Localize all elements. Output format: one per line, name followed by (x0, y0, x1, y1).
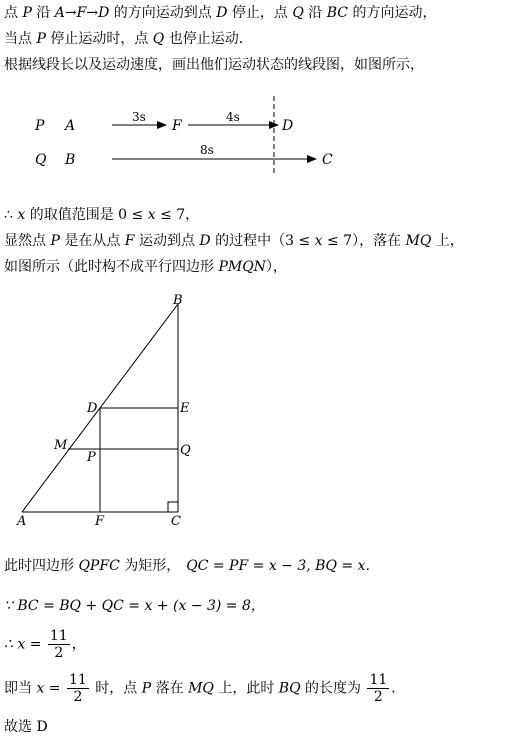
text: 是在从点 (59, 233, 125, 249)
denominator: 2 (73, 689, 83, 705)
var-x: x (314, 233, 323, 249)
label-A: A (65, 118, 76, 134)
text: 根据线段长以及运动速度，画出他们运动状态的线段图，如图所示， (4, 57, 424, 73)
var-F: F (124, 233, 135, 249)
var-BC: BC (326, 5, 348, 21)
var-PMQN: PMQN (218, 259, 266, 275)
var-D: D (199, 233, 211, 249)
path-AFD: A→F→D (54, 5, 110, 21)
text: ∴ (4, 207, 18, 223)
var-x: x (17, 207, 26, 223)
text: 运动到点 (134, 233, 200, 249)
text: 如图所示（此时构不成平行四边形 (4, 259, 219, 275)
text: ≤ 7），落在 (322, 233, 406, 249)
label-E: E (180, 401, 190, 416)
label-Q: Q (35, 152, 47, 168)
var-MQ: MQ (188, 680, 214, 697)
segment-FDE (100, 408, 178, 512)
label-F: F (172, 118, 182, 134)
text: 的方向运动到点 (109, 5, 217, 21)
text-line-5 (4, 232, 464, 250)
text: 停止运动时，点 (45, 31, 153, 47)
text: ）， (265, 259, 287, 275)
text: 的过程中（3 ≤ (210, 233, 315, 249)
var-QPFC: QPFC (78, 558, 120, 574)
text-line-2 (4, 30, 253, 48)
label-C: C (171, 514, 181, 529)
text: 当点 (4, 31, 37, 47)
var-P: P (36, 31, 46, 47)
var-x: x (36, 680, 45, 697)
text: 即当 (4, 680, 37, 697)
numerator: 11 (369, 672, 388, 688)
fraction-11-over-2 (367, 672, 389, 705)
denominator: 2 (373, 689, 383, 705)
equation-QC: QC = PF = x − 3, BQ = x. (186, 558, 370, 574)
denominator: 2 (54, 645, 64, 661)
label-A: A (17, 514, 27, 529)
var-D: D (216, 5, 228, 21)
label-F: F (95, 514, 105, 529)
text: 沿 (303, 5, 327, 21)
text-line-9 (4, 628, 86, 661)
label-B: B (173, 293, 183, 308)
text: 的取值范围是 0 ≤ (25, 207, 148, 223)
text: 也停止运动． (164, 31, 253, 47)
label-P: P (35, 118, 45, 134)
label-C: C (322, 152, 333, 168)
label-M: M (54, 438, 68, 453)
label-4s: 4s (226, 110, 240, 124)
text-line-6 (4, 258, 287, 276)
label-B: B (65, 152, 76, 168)
text-line-1 (4, 4, 436, 22)
var-MQ: MQ (405, 233, 432, 249)
right-angle-mark (168, 502, 178, 512)
text: 的方向运动， (348, 5, 437, 21)
text: 上，此时 (213, 680, 279, 697)
text-line-range (4, 206, 199, 224)
text: 落在 (151, 680, 189, 697)
equation-BC: ∵ BC = BQ + QC = x + (x − 3) = 8， (4, 598, 265, 614)
text: 为矩形， (119, 558, 181, 574)
answer-text: 故选 D (4, 719, 48, 735)
var-P: P (50, 233, 60, 249)
numerator: 11 (49, 628, 68, 644)
text: 上， (431, 233, 464, 249)
text-line-10 (4, 672, 405, 705)
var-P: P (141, 680, 152, 697)
text: 时，点 (90, 680, 142, 697)
geometry-figure (0, 288, 220, 533)
text: = (44, 680, 65, 697)
text: 沿 (31, 5, 55, 21)
text: 显然点 (4, 233, 51, 249)
var-Q: Q (292, 5, 304, 21)
text: 点 (4, 5, 23, 21)
text-line-11 (4, 718, 48, 736)
label-8s: 8s (200, 143, 214, 157)
text: 的长度为 (300, 680, 366, 697)
label-D: D (87, 401, 98, 416)
text: ， (71, 636, 86, 653)
text: ． (391, 680, 406, 697)
var-Q: Q (152, 31, 165, 47)
numerator: 11 (69, 672, 87, 688)
text: 此时四边形 (4, 558, 79, 574)
text: 停止，点 (227, 5, 293, 21)
label-D: D (282, 118, 294, 134)
label-P: P (87, 450, 96, 465)
text-line-3 (4, 56, 424, 74)
var-BQ: BQ (278, 680, 301, 697)
fraction-11-over-2 (67, 672, 89, 705)
segment-diagram (0, 90, 526, 180)
label-Q: Q (180, 443, 191, 458)
var-P: P (22, 5, 32, 21)
text-line-8 (4, 597, 265, 615)
var-x: x (147, 207, 156, 223)
fraction-11-over-2 (48, 628, 70, 661)
text: ≤ 7， (155, 207, 200, 223)
label-3s: 3s (132, 110, 146, 124)
text-line-7 (4, 557, 370, 575)
text: ∴ x = (4, 636, 46, 653)
